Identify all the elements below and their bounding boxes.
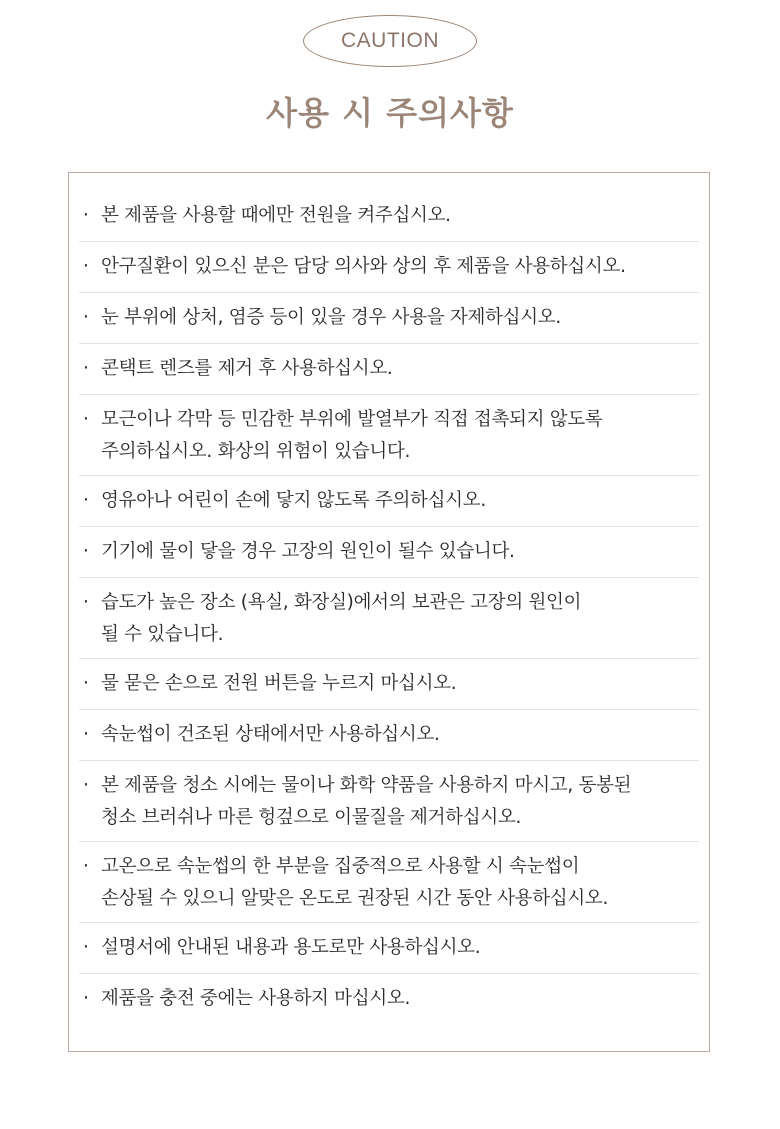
list-item-text: 안구질환이 있으신 분은 담당 의사와 상의 후 제품을 사용하십시오. [101,256,626,277]
list-item [79,842,699,923]
list-item-text: 콘택트 렌즈를 제거 후 사용하십시오. [101,358,393,379]
bullet: · [83,988,89,1009]
list-item-text: 눈 부위에 상처, 염증 등이 있을 경우 사용을 자제하십시오. [101,307,561,328]
bullet: · [83,205,89,226]
list-item [79,344,699,395]
list-item-text: 습도가 높은 장소 (욕실, 화장실)에서의 보관은 고장의 원인이 될 수 있습니다. [101,592,582,645]
list-item [79,578,699,659]
list-item-text: 모근이나 각막 등 민감한 부위에 발열부가 직접 접촉되지 않도록 주의하십시오. 화상의 위험이 있습니다. [101,409,603,462]
caution-badge-label: CAUTION [341,29,439,52]
bullet: · [83,409,89,430]
list-item [79,395,699,476]
caution-list [68,172,710,1052]
bullet: · [83,307,89,328]
bullet: · [83,541,89,562]
list-item-text: 영유아나 어린이 손에 닿지 않도록 주의하십시오. [101,490,486,511]
list-item-text: 기기에 물이 닿을 경우 고장의 원인이 될수 있습니다. [101,541,515,562]
bullet: · [83,592,89,613]
list-item-text: 본 제품을 사용할 때에만 전원을 켜주십시오. [101,205,451,226]
page-title: 사용 시 주의사항 [266,94,514,132]
bullet: · [83,937,89,958]
bullet: · [83,490,89,511]
list-item [79,974,699,1024]
list-item [79,242,699,293]
list-item [79,527,699,578]
bullet: · [83,358,89,379]
bullet: · [83,856,89,877]
list-item [79,191,699,242]
caution-badge [303,15,477,67]
list-item-text: 물 묻은 손으로 전원 버튼을 누르지 마십시오. [101,673,457,694]
bullet: · [83,724,89,745]
bullet: · [83,256,89,277]
list-item [79,923,699,974]
bullet: · [83,673,89,694]
list-item [79,761,699,842]
list-item-text: 고온으로 속눈썹의 한 부분을 집중적으로 사용할 시 속눈썹이 손상될 수 있으니 알맞은 온도로 권장된 시간 동안 사용하십시오. [101,856,609,909]
list-item [79,476,699,527]
list-item [79,659,699,710]
list-item [79,710,699,761]
list-item-text: 본 제품을 청소 시에는 물이나 화학 약품을 사용하지 마시고, 동봉된 청소 브러쉬나 마른 헝겊으로 이물질을 제거하십시오. [101,775,632,828]
list-item-text: 제품을 충전 중에는 사용하지 마십시오. [101,988,411,1009]
list-item [79,293,699,344]
bullet: · [83,775,89,796]
list-item-text: 속눈썹이 건조된 상태에서만 사용하십시오. [101,724,440,745]
list-item-text: 설명서에 안내된 내용과 용도로만 사용하십시오. [101,937,481,958]
